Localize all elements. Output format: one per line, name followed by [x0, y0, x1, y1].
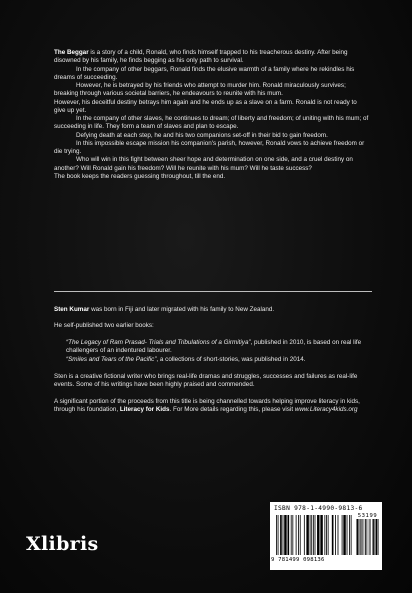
synopsis-paragraph: In the company of other beggars, Ronald finds the elusive warmth of a family where he rekindles his dreams of succeeding.	[54, 65, 355, 81]
author-paragraph: Sten Kumar was born in Fiji and later migrated with his family to New Zealand.	[54, 306, 275, 313]
publisher-logo: Xlibris	[26, 533, 99, 555]
barcode-bar	[317, 515, 319, 555]
barcode-bar	[328, 515, 329, 555]
author-paragraph: He self-published two earlier books:	[54, 322, 154, 330]
barcode-bar	[296, 515, 297, 555]
barcode-bar	[358, 519, 359, 555]
barcode-bar	[304, 515, 305, 555]
barcode-bar	[349, 515, 350, 555]
earlier-book-1: “The Legacy of Ram Prasad- Trials and Tribulations of a Girmitiya”, published in 2010, is based on real life challengers of an indentured labourer.	[66, 338, 362, 355]
barcode-bar	[311, 515, 312, 555]
barcode-bar	[351, 515, 352, 555]
earlier-book-2: “Smiles and Tears of the Pacific”, a collections of short-stories, was published in 2014.	[66, 355, 306, 363]
ean-barcode-bars	[276, 515, 354, 555]
barcode-bar	[332, 515, 334, 555]
isbn-label: ISBN 978-1-4990-9813-6	[274, 505, 363, 512]
author-paragraph: A significant portion of the proceeds from this title is being channelled towards helping improve literacy in kids, through his foundation, Literacy for Kids. For More details regarding this, please visit www.Literacy4kids.org	[54, 397, 360, 413]
synopsis-paragraph: However, he is betrayed by his friends who attempt to murder him. Ronald miraculously survives; breaking through various societal barriers, he endeavours to reunite with his mum.	[54, 82, 346, 98]
barcode-bar	[347, 515, 348, 555]
barcode-bar	[306, 515, 308, 555]
barcode-bar	[373, 519, 374, 555]
barcode-bar	[280, 515, 282, 555]
barcode-bar	[376, 519, 377, 555]
earlier-book-2-title: “Smiles and Tears of the Pacific”	[66, 355, 157, 363]
synopsis-paragraph: However, his deceitful destiny betrays him again and he ends up as a slave on a farm. Ronald is not ready to give up yet.	[54, 98, 357, 114]
synopsis-paragraph: In the company of other slaves, he continues to dream; of liberty and freedom; of uniting with his mum; of succeeding in life. They form a team of slaves and plan to escape.	[54, 115, 369, 131]
barcode-bar	[324, 515, 325, 555]
barcode-bar	[326, 515, 327, 555]
earlier-book-1-title: “The Legacy of Ram Prasad- Trials and Tribulations of a Girmitiya”	[66, 338, 251, 346]
barcode-bar	[313, 515, 314, 555]
synopsis-paragraph: The book keeps the readers guessing throughout, till the end.	[54, 172, 226, 180]
book-synopsis	[54, 49, 370, 181]
author-bio	[54, 306, 372, 422]
foundation-name: Literacy for Kids	[119, 405, 170, 413]
barcode-bar	[298, 515, 299, 555]
barcode-bar	[338, 515, 339, 555]
author-name: Sten Kumar	[54, 306, 90, 313]
barcode-bar	[365, 519, 366, 555]
synopsis-paragraph: Defying death at each step, he and his two companions set-off in their bid to gain freedom.	[76, 131, 328, 139]
isbn-barcode	[270, 502, 382, 570]
barcode-bar	[378, 519, 379, 555]
barcode-bar	[335, 515, 336, 555]
barcode-bar	[300, 515, 301, 555]
synopsis-paragraph: In this impossible escape mission his companion's parish, however, Ronald vows to achieve freedom or die trying.	[54, 139, 365, 155]
barcode-bar	[343, 515, 345, 555]
price-addon-bars	[356, 519, 379, 555]
synopsis-paragraph: Who will win in this fight between sheer hope and determination on one side, and a cruel destiny on another? Will Ronald gain his freedom? Will he reunite with his mum? Will he taste success?	[54, 156, 353, 172]
author-paragraph: Sten is a creative fictional writer who brings real-life dramas and struggles, successes and failures as real-life events. Some of his writings have been highly praised and commended.	[54, 372, 358, 389]
barcode-bar	[287, 515, 289, 555]
barcode-bar	[320, 515, 322, 555]
barcode-bar	[357, 519, 358, 555]
synopsis-paragraph: The Beggar is a story of a child, Ronald, who finds himself trapped to his treacherous destiny. After being disowned by his family, he finds begging as his only path to survival.	[54, 49, 348, 65]
barcode-bar	[342, 515, 343, 555]
ean-digits: 9 781499 098136	[271, 557, 325, 563]
barcode-bar	[284, 515, 286, 555]
barcode-bar	[310, 515, 311, 555]
price-addon-digits: 53199	[357, 513, 378, 519]
barcode-bar	[315, 515, 316, 555]
barcode-bar	[283, 515, 284, 555]
barcode-bar	[291, 515, 292, 555]
barcode-bar	[360, 519, 361, 555]
section-divider	[54, 291, 372, 292]
barcode-bar	[276, 515, 277, 555]
barcode-bar	[278, 515, 279, 555]
barcode-bar	[292, 515, 293, 555]
foundation-website: www.Literacy4kids.org	[294, 405, 358, 413]
book-title: The Beggar	[54, 49, 89, 56]
